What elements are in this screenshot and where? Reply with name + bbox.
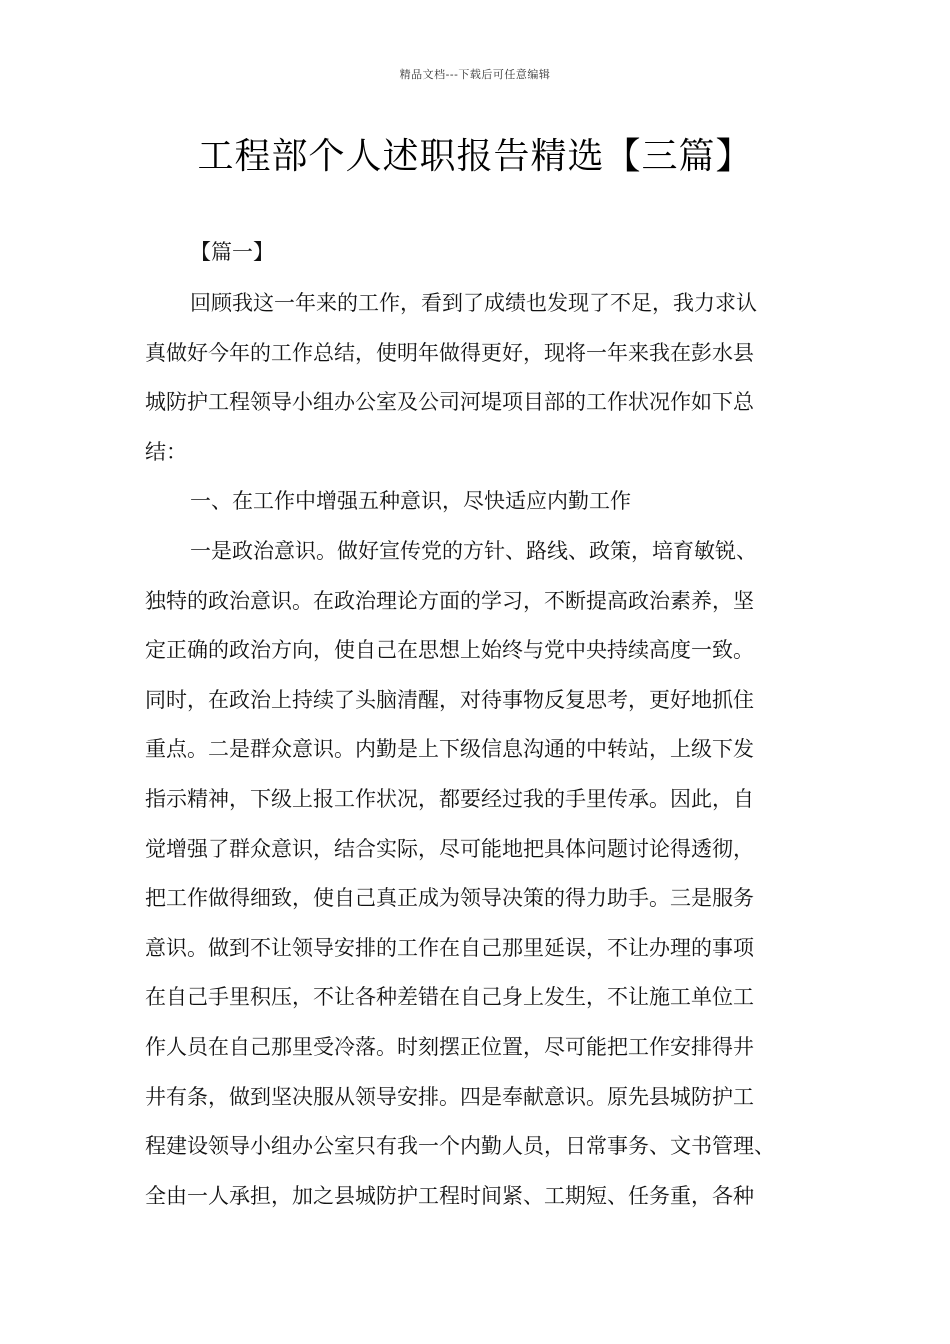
text-line: 城防护工程领导小组办公室及公司河堤项目部的工作状况作如下总 [145, 390, 754, 415]
section-heading: 一、在工作中增强五种意识，尽快适应内勤工作 [190, 489, 631, 514]
text-line: 意识。做到不让领导安排的工作在自己那里延误，不让办理的事项 [145, 935, 754, 960]
text-line: 定正确的政治方向，使自己在思想上始终与党中央持续高度一致。 [145, 638, 754, 663]
text-line: 全由一人承担，加之县城防护工程时间紧、工期短、任务重，各种 [145, 1183, 754, 1208]
text-line: 觉增强了群众意识，结合实际，尽可能地把具体问题讨论得透彻， [145, 836, 754, 861]
text-line: 一是政治意识。做好宣传党的方针、路线、政策，培育敏锐、 [190, 538, 757, 563]
text-line: 回顾我这一年来的工作，看到了成绩也发现了不足，我力求认 [190, 291, 757, 315]
text-line: 重点。二是群众意识。内勤是上下级信息沟通的中转站，上级下发 [145, 737, 754, 762]
section-label: 【篇一】 [190, 240, 274, 264]
body-text [145, 288, 835, 1230]
text-line: 同时，在政治上持续了头脑清醒，对待事物反复思考，更好地抓住 [145, 687, 754, 712]
text-line: 作人员在自己那里受冷落。时刻摆正位置，尽可能把工作安排得井 [145, 1034, 754, 1059]
text-line: 程建设领导小组办公室只有我一个内勤人员，日常事务、文书管理、 [145, 1134, 775, 1159]
text-line: 井有条，做到坚决服从领导安排。四是奉献意识。原先县城防护工 [145, 1084, 754, 1109]
text-line: 在自己手里积压，不让各种差错在自己身上发生，不让施工单位工 [145, 985, 754, 1010]
text-line: 把工作做得细致，使自己真正成为领导决策的得力助手。三是服务 [145, 886, 754, 911]
text-line: 真做好今年的工作总结，使明年做得更好，现将一年来我在彭水县 [145, 340, 754, 365]
text-line: 结： [145, 439, 187, 464]
text-line: 独特的政治意识。在政治理论方面的学习，不断提高政治素养，坚 [145, 588, 754, 613]
header-note: 精品文档---下载后可任意编辑 [399, 68, 551, 81]
document-title: 工程部个人述职报告精选【三篇】 [197, 136, 753, 177]
text-line: 指示精神，下级上报工作状况，都要经过我的手里传承。因此，自 [145, 786, 754, 811]
